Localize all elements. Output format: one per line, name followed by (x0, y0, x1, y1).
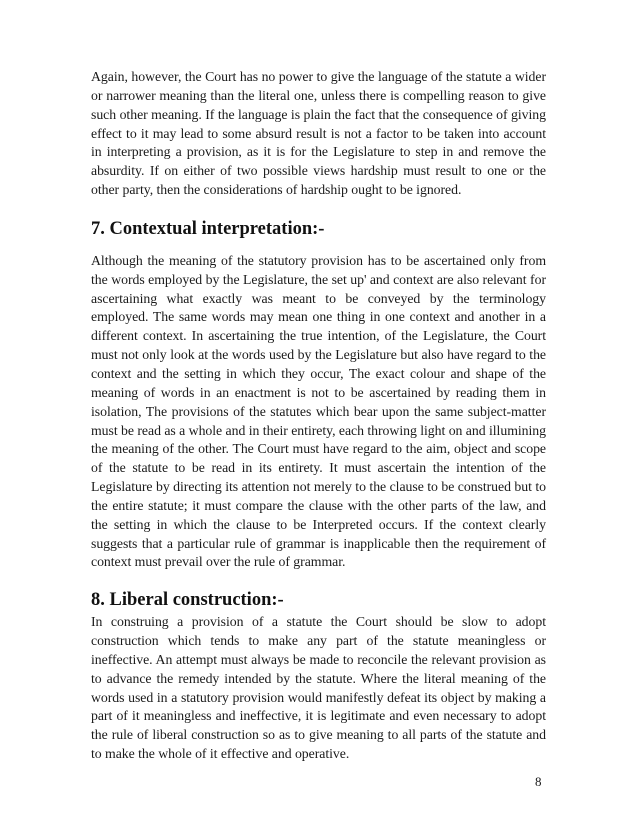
contextual-interpretation-paragraph: Although the meaning of the statutory provision has to be ascertained only from the words employed by the Legislature, the set up' and context are also relevant for ascertaining what exactly was meant to be conveyed by the terminology employed. The same words may mean one thing in one context and another in a different context. In ascertaining the true intention, of the Legislature, the Court must not only look at the words used by the Legislature but also have regard to the context and the setting in which they occur, The exact colour and shape of the meaning of words in an enactment is not to be ascertained by reading them in isolation, The provisions of the statutes which bear upon the same subject-matter must be read as a whole and in their entirety, each throwing light on and illumining the meaning of the other. The Court must have regard to the aim, object and scope of the statute to be read in its entirety. It must ascertain the intention of the Legislature by directing its attention not merely to the clause to be construed but to the entire statute; it must compare the clause with the other parts of the law, and the setting in which the clause to be Interpreted occurs. If the context clearly suggests that a particular rule of grammar is inapplicable then the requirement of context must prevail over the rule of grammar. (91, 252, 546, 570)
document-page (91, 68, 546, 764)
liberal-construction-paragraph: In construing a provision of a statute the Court should be slow to adopt construction which tends to make any part of the statute meaningless or ineffective. An attempt must always be made to reconcile the relevant provision as to advance the remedy intended by the statute. Where the literal meaning of the words used in a statutory provision would manifestly defeat its object by making a part of it meaningless and ineffective, it is legitimate and even necessary to adopt the rule of liberal construction so as to give meaning to all parts of the statute and to make the whole of it effective and operative. (91, 614, 546, 762)
page-number: 8 (535, 774, 542, 789)
section-heading-contextual-interpretation: 7. Contextual interpretation:- (91, 218, 325, 239)
intro-paragraph: Again, however, the Court has no power to give the language of the statute a wider or narrower meaning than the literal one, unless there is compelling reason to give such other meaning. If the language is plain the fact that the consequence of giving effect to it may lead to some absurd result is not a factor to be taken into account in interpreting a provision, as it is for the Legislature to step in and remove the absurdity. If on either of two possible views hardship must result to one or the other party, then the considerations of hardship ought to be ignored. (91, 69, 546, 198)
section-heading-liberal-construction: 8. Liberal construction:- (91, 590, 284, 611)
